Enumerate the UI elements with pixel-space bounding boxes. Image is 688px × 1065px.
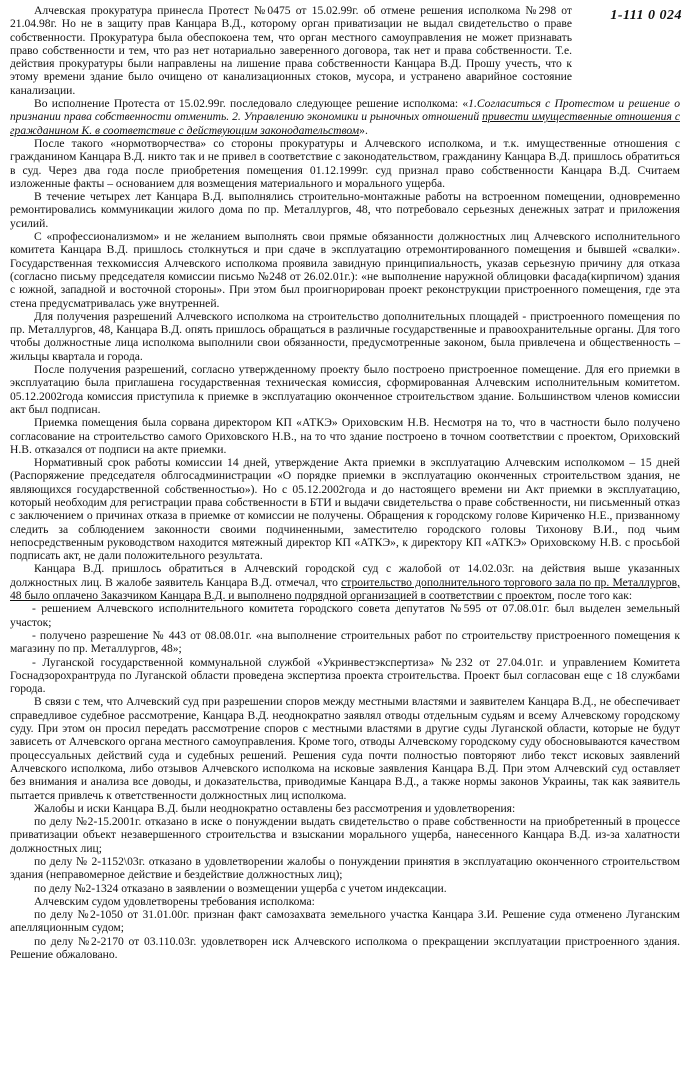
case-item: по делу №2-2170 от 03.110.03г. удовлетворен иск Алчевского исполкома о прекращении эксплуатации пристроенного здания. Решение обжаловано. — [10, 934, 680, 962]
document-stamp: 1-111 0 024 — [610, 8, 682, 23]
paragraph-protest-decision — [10, 97, 680, 137]
quote-underlined: привести имущественные отношения с гражданином К. в соответствие с действующим законодательством — [10, 110, 680, 137]
text-segment: Во исполнение Протеста от 15.02.99г. последовало следующее решение исполкома: « — [34, 97, 469, 111]
paragraph-acceptance: После получения разрешений, согласно утвержденному проекту было построено пристроенное помещение. Для его приемки в эксплуатацию была приглашена государственная техническая комиссия, сформированная Алчевским исполнительным комитетом. 05.12.2002года комиссия приступила к приемке в эксплуатацию оконченное строительством здание. Большинством членов комиссии акт был подписан. — [10, 363, 680, 416]
paragraph-complaint — [10, 562, 680, 602]
quote-italic: 1.Согласиться с Протестом и решение о признании права собственности отменить. 2. Управлению экономики и рыночных отношений — [10, 97, 680, 124]
paragraph-recusal: В связи с тем, что Алчевский суд при разрешении споров между местными властями и заявителем Канцара В.Д., не обеспечивает справедливое судебное рассмотрение, Канцара В.Д. неоднократно заявлял отводы отдельным судьям и всему Алчевскому городскому суду. При этом он просил передать рассмотрение споров с местными властями в другие суды Луганской области, которые не будут зависеть от Алчевского органа местного самоуправления. Кроме того, отводы Алчевскому городскому суду обосновываются качеством процессуальных действий суда и судебных решений. Решения суда почти полностью повторяют либо текст исковых заявлений Алчевского исполкома, либо отзывов Алчевского исполкома на исковые заявления Канцара В.Д. При этом Алчевский суд оставляет без внимания и анализа все доводы, и доказательства, приводимые Канцара В.Д., а также нормы законов Украины, так как заявитель пытается привлечь к ответственности должностных лиц исполкома. — [10, 695, 680, 802]
paragraph-permits: Для получения разрешений Алчевского исполкома на строительство дополнительных площадей - пристроенного помещения по пр. Металлургов, 48, Канцара В.Д. опять пришлось обращаться в различные государственные и правоохранительные органы. Для того чтобы должностные лица исполкома выполнили свои обязанности, предусмотренные законом, была привлечена и общественность – жильцы квартала и города. — [10, 309, 680, 363]
paragraph-works: В течение четырех лет Канцара В.Д. выполнялись строительно-монтажные работы на встроенном помещении, одновременно ремонтировались коммуникации жилого дома по пр. Металлургов, 48, что потребовало серьезных денежных затрат и приложения усилий. — [10, 190, 680, 230]
paragraph-satisfied: Алчевским судом удовлетворены требования исполкома: — [34, 894, 315, 908]
list-item: - Луганской государственной коммунальной службой «Укринвестэкспертиза» №232 от 27.04.01г. и управлением Комитета Госнадзорохрантруда по Луганской области проведена экспертиза проекта строительства. Проект был согласован еще с 18 службами города. — [10, 655, 680, 696]
case-item: по делу № 2-1152\03г. отказано в удовлетворении жалобы о понуждении принятия в эксплуатацию оконченного строительством здания (неправомерное действие и бездействие должностных лиц); — [10, 855, 680, 882]
text-segment: ». — [359, 123, 368, 137]
text-segment: Канцара В.Д. пришлось обратиться в Алчевский городской суд с жалобой от 14.02.03г. на действия выше указанных должностных лиц. В жалобе заявитель Канцара В.Д. отмечал, что — [10, 562, 680, 589]
paragraph-techcommission: С «профессионализмом» и не желанием выполнять свои прямые обязанности должностных лиц Алчевского исполнительного комитета Канцара В.Д. пришлось столкнуться и при сдаче в эксплуатацию отремонтированного помещения и бывшей «свалки». Государственная техкомиссия Алчевского исполкома проявила завидную принципиальность, указав серьезную причину для отказа (согласно письму председателя комиссии письмо №248 от 26.02.01г.): «не выполнение наружной облицовки фасада(кирпичом) здания с южной, западной и восточной стороны». При этом был проигнорирован проект реконструкции пристроенного помещения, где эта стена предусматривалась уже внутренней. — [10, 230, 680, 310]
underlined-text: строительство дополнительного торгового зала по пр. Металлургов, 48 было оплачено Заказчиком Канцара В.Д. и выполнено подрядной организацией в соответствии с проектом — [10, 575, 681, 603]
paragraph-court: После такого «нормотворчества» со стороны прокуратуры и Алчевского исполкома, и т.к. имущественные отношения с гражданином Канцара В.Д. никто так и не привел в соответствие с законодательством, гражданину Канцара В.Д. пришлось обратиться в суд. Через два года после приобретения помещения 01.12.1999г. суд признал право собственности Канцара В.Д. Считаем изложенные факты – основанием для возмещения материального и морального ущерба. — [10, 136, 680, 190]
list-item: - решением Алчевского исполнительного комитета городского совета депутатов №595 от 07.08.01г. был выделен земельный участок; — [10, 602, 680, 629]
paragraph-protest: Алчевская прокуратура принесла Протест №0475 от 15.02.99г. об отмене решения исполкома №298 от 21.04.98г. Но не в защиту прав Канцара В.Д., которому орган приватизации не выдал свидетельство о праве собственности. Прокуратура была обеспокоена тем, что орган местного самоуправления не может признавать право собственности и тем, что раз нет нотариально заверенного договора, так нет и права собственности. Т.е. действия прокуратуры были направлены на лишение права собственности Канцара В.Д. Прошу учесть, что к этому времени здание было очищено от канализационных стоков, мусора, и устранено аварийное состояние канализации. — [10, 4, 572, 97]
paragraph-term: Нормативный срок работы комиссии 14 дней, утверждение Акта приемки в эксплуатацию Алчевским исполкомом – 15 дней (Распоряжение председателя облгосадминистрации «О порядке приемки в эксплуатацию оконченных строительством здания, не являющихся государственной собственностью»). Но с 05.12.2002года и до настоящего времени ни Акт приемки в эксплуатацию, который необходим для регистрации права собственности в БТИ и выдачи свидетельства о праве собственности, ни письменный отказ с заключением о причинах отказа в приемке от комиссии не получены. Обращения к городскому голове Кириченко Н.Е., призванному следить за соблюдением законности своими подчиненными, заместителю городского головы Тихонову В.И., под чьим непосредственным руководством находится мятежный директор КП «АТКЭ», к директору КП «АТКЭ» Ориховскому Н.В. с просьбой подписать акт, не дали положительного результата. — [10, 456, 680, 563]
case-item: по делу №2-15.2001г. отказано в иске о понуждении выдать свидетельство о праве собственности на приобретенный в процессе приватизации объект незавершенного строительства и взыскании морального ущерба, нанесенного Канцара В.Д. из-за халатности должностных лиц; — [10, 815, 680, 855]
case-item: по делу №2-1324 отказано в заявлении о возмещении ущерба с учетом индексации. — [34, 881, 447, 895]
document-page — [10, 4, 680, 961]
text-segment: , после того как: — [551, 589, 633, 603]
case-item: по делу №2-1050 от 31.01.00г. признан факт самозахвата земельного участка Канцара З.И. Решение суда отменено Луганским апелляционным судом; — [10, 908, 680, 935]
paragraph-orikhovsky: Приемка помещения была сорвана директором КП «АТКЭ» Ориховским Н.В. Несмотря на то, что в частности было получено согласование на строительство самого Ориховского Н.В., на то что здание построено в точном соответствии с проектом, Ориховский Н.В. отказался от подписи на акте приемки. — [10, 416, 680, 456]
list-item: - получено разрешение № 443 от 08.08.01г. «на выполнение строительных работ по строительству пристроенного помещения к магазину по пр. Металлургов, 48»; — [10, 628, 680, 656]
paragraph-complaints-rejected: Жалобы и иски Канцара В.Д. были неоднократно оставлены без рассмотрения и удовлетворения: — [34, 801, 516, 815]
